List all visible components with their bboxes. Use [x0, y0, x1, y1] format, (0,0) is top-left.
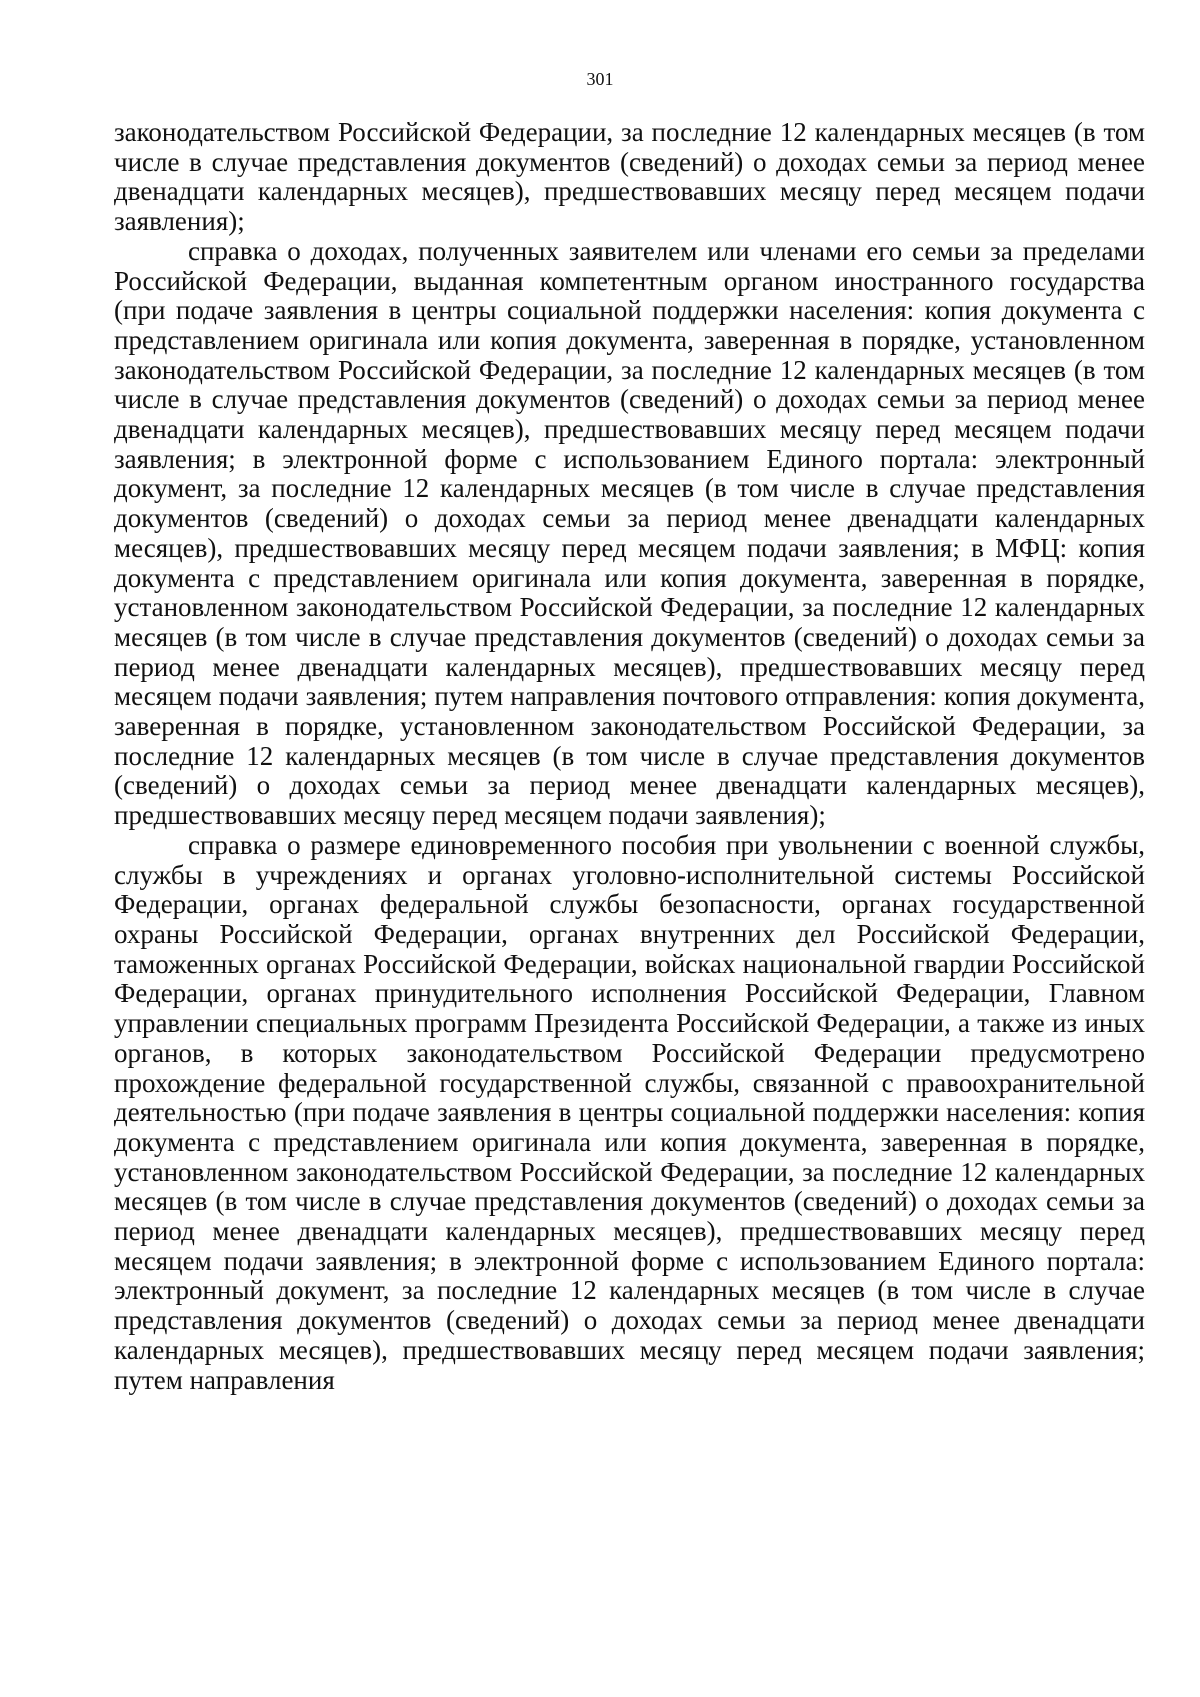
paragraph-severance-allowance-certificate: справка о размере единовременного пособия при увольнении с военной службы, службы в учреждениях и органах уголовно-исполнительной системы Российской Федерации, органах федеральной службы безопасности, органах государственной охраны Российской Федерации, органах внутренних дел Российской Федерации, таможенных органах Российской Федерации, войсках национальной гвардии Российской Федерации, органах принудительного исполнения Российской Федерации, Главном управлении специальных программ Президента Российской Федерации, а также из иных органов, в которых законодательством Российской Федерации предусмотрено прохождение федеральной государственной службы, связанной с правоохранительной деятельностью (при подаче заявления в центры социальной поддержки населения: копия документа с представлением оригинала или копия документа, заверенная в порядке, установленном законодательством Российской Федерации, за последние 12 календарных месяцев (в том числе в случае представления документов (сведений) о доходах семьи за период менее двенадцати календарных месяцев), предшествовавших месяцу перед месяцем подачи заявления; в электронной форме с использованием Единого портала: электронный документ, за последние 12 календарных месяцев (в том числе в случае представления документов (сведений) о доходах семьи за период менее двенадцати календарных месяцев), предшествовавших месяцу перед месяцем подачи заявления; путем направления	[114, 829, 1145, 1395]
page-number: 301	[586, 69, 614, 89]
paragraph-foreign-income-certificate: справка о доходах, полученных заявителем или членами его семьи за пределами Российской Федерации, выданная компетентным органом иностранного государства (при подаче заявления в центры социальной поддержки населения: копия документа с представлением оригинала или копия документа, заверенная в порядке, установленном законодательством Российской Федерации, за последние 12 календарных месяцев (в том числе в случае представления документов (сведений) о доходах семьи за период менее двенадцати календарных месяцев), предшествовавших месяцу перед месяцем подачи заявления; в электронной форме с использованием Единого портала: электронный документ, за последние 12 календарных месяцев (в том числе в случае представления документов (сведений) о доходах семьи за период менее двенадцати календарных месяцев), предшествовавших месяцу перед месяцем подачи заявления; в МФЦ: копия документа с представлением оригинала или копия документа, заверенная в порядке, установленном законодательством Российской Федерации, за последние 12 календарных месяцев (в том числе в случае представления документов (сведений) о доходах семьи за период менее двенадцати календарных месяцев), предшествовавших месяцу перед месяцем подачи заявления; путем направления почтового отправления: копия документа, заверенная в порядке, установленном законодательством Российской Федерации, за последние 12 календарных месяцев (в том числе в случае представления документов (сведений) о доходах семьи за период менее двенадцати календарных месяцев), предшествовавших месяцу перед месяцем подачи заявления);	[114, 235, 1145, 831]
document-body	[114, 118, 1145, 1395]
paragraph-continuation: законодательством Российской Федерации, за последние 12 календарных месяцев (в том числе в случае представления документов (сведений) о доходах семьи за период менее двенадцати календарных месяцев), предшествовавших месяцу перед месяцем подачи заявления);	[114, 117, 1145, 237]
